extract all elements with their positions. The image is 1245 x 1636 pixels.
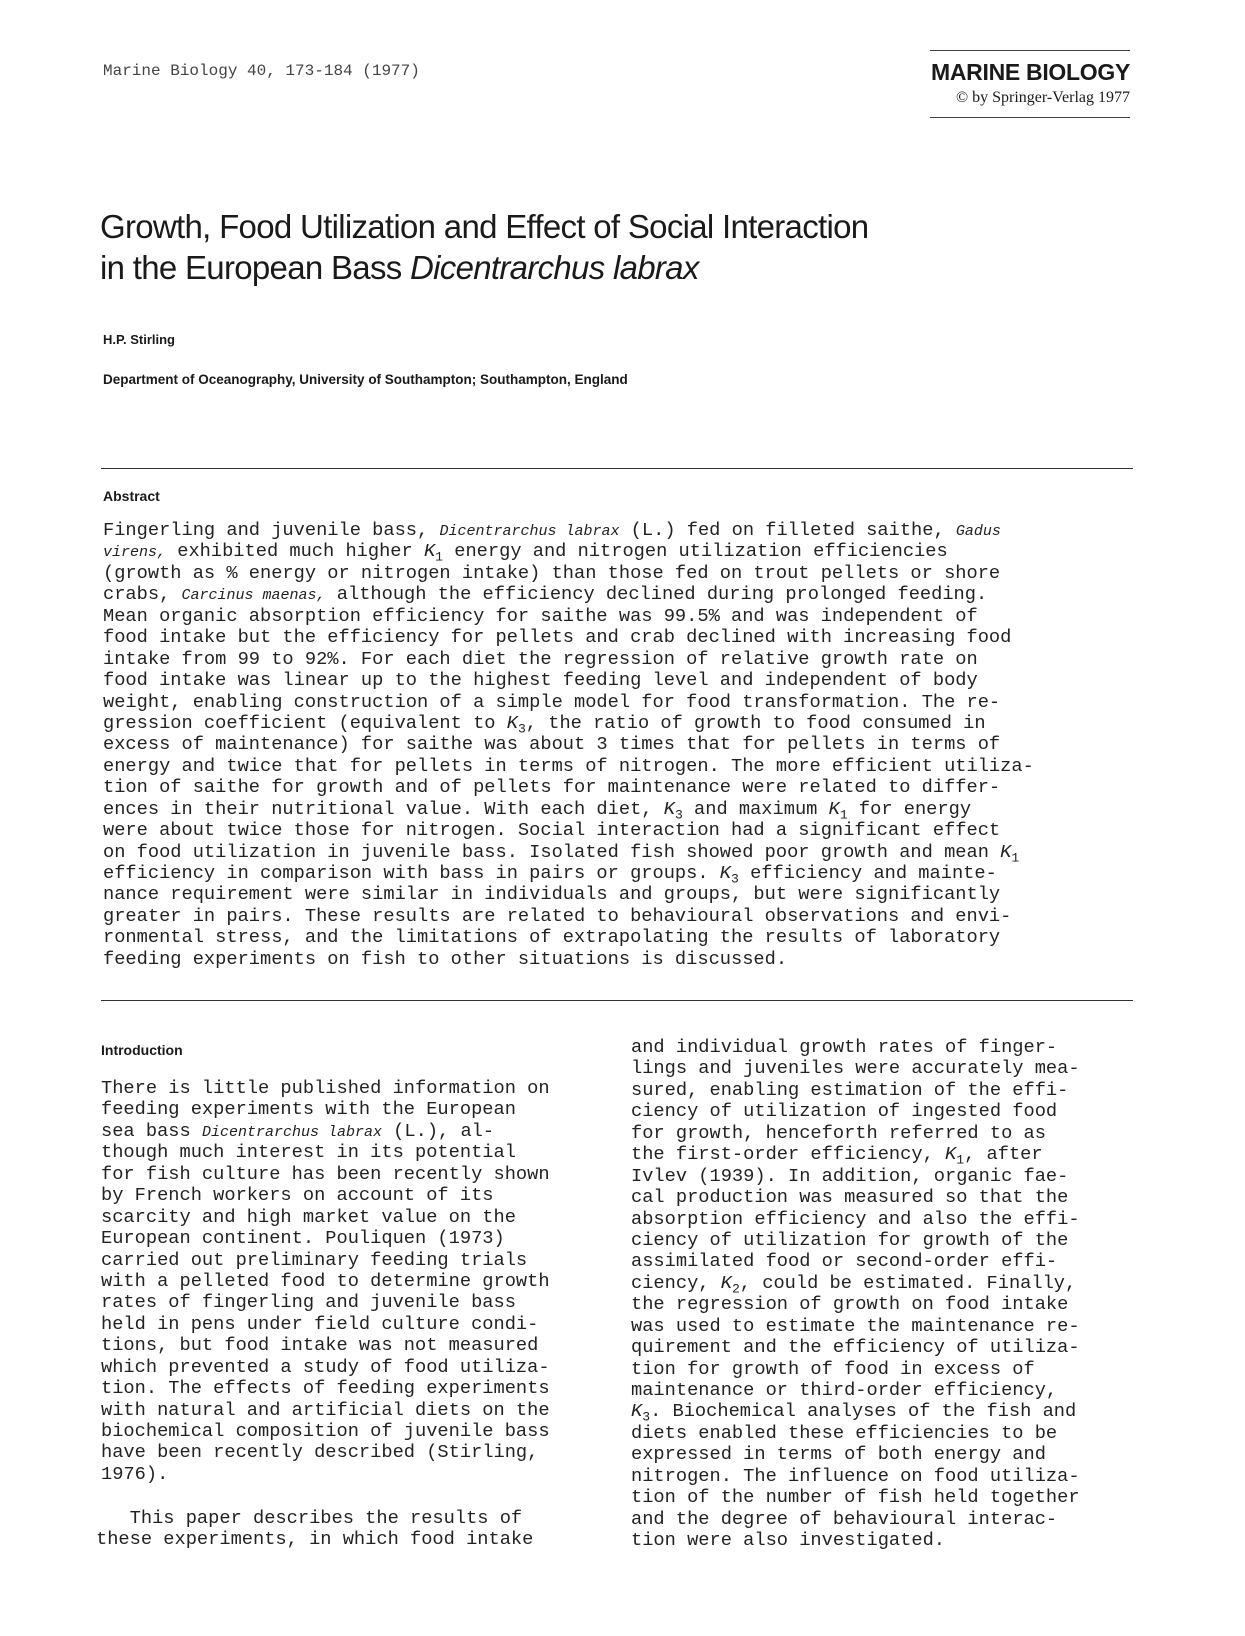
- citation-line: Marine Biology 40, 173-184 (1977): [103, 62, 420, 80]
- text-line: weight, enabling construction of a simple model for food transformation. The re-: [103, 690, 1001, 713]
- text-line: maintenance or third-order efficiency,: [631, 1379, 1058, 1401]
- text-line: tions, but food intake was not measured: [101, 1334, 539, 1357]
- masthead-rule-top: [930, 50, 1130, 51]
- text-line: ronmental stress, and the limitations of extrapolating the results of laboratory: [103, 926, 1001, 949]
- italic-species: Carcinus maenas,: [181, 587, 326, 605]
- efficiency-symbol: $K_3$: [506, 711, 526, 737]
- text-line: tion of the number of fish held together: [631, 1486, 1080, 1509]
- text-line: carried out preliminary feeding trials: [101, 1248, 528, 1271]
- text-line: quirement and the efficiency of utiliza-: [631, 1336, 1080, 1359]
- text-line: and the degree of behavioural interac-: [631, 1507, 1058, 1530]
- italic-species: Dicentrarchus labrax: [439, 523, 620, 540]
- text-line: intake from 99 to 92%. For each diet the regression of relative growth rate on: [103, 647, 978, 670]
- title-line-1: Growth, Food Utilization and Effect of Social Interaction: [100, 208, 869, 245]
- text-line: crabs, Carcinus maenas, although the efficiency declined during prolonged feeding.: [103, 583, 988, 606]
- text-line: were about twice those for nitrogen. Social interaction had a significant effect: [103, 819, 1001, 842]
- masthead-rule-bottom: [930, 117, 1130, 118]
- abstract-text: [103, 520, 1163, 970]
- text-line: (growth as % energy or nitrogen intake) than those fed on trout pellets or shore: [103, 561, 1001, 584]
- introduction-column-1-paragraph-2: [96, 1508, 616, 1551]
- text-line: ciency, $K_2$, could be estimated. Finally,: [631, 1271, 1077, 1297]
- text-line: for fish culture has been recently shown: [101, 1162, 550, 1185]
- title-line-2: [100, 247, 1080, 288]
- text-line: sea bass Dicentrarchus labrax (L.), al-: [101, 1119, 495, 1142]
- text-line: ciency of utilization for growth of the: [631, 1228, 1069, 1251]
- text-line: the regression of growth on food intake: [631, 1293, 1069, 1316]
- italic-species: virens,: [103, 544, 167, 562]
- text-line: though much interest in its potential: [101, 1141, 516, 1164]
- introduction-column-1-paragraph-1: [101, 1078, 621, 1485]
- italic-species: Gadus: [955, 523, 1001, 540]
- text-line: for growth, henceforth referred to as: [631, 1121, 1046, 1144]
- text-line: assimilated food or second-order effi-: [631, 1250, 1058, 1273]
- text-line: There is little published information on: [101, 1077, 550, 1099]
- author-affiliation: Department of Oceanography, University of Southampton; Southampton, England: [103, 372, 628, 387]
- text-line: on food utilization in juvenile bass. Isolated fish showed poor growth and mean $K_1$: [103, 840, 1020, 866]
- text-line: excess of maintenance) for saithe was about 3 times that for pellets in terms of: [103, 733, 1001, 756]
- text-line: ences in their nutritional value. With each diet, $K_3$ and maximum $K_1$ for energy: [103, 797, 972, 823]
- title-species: Dicentrarchus labrax: [410, 249, 699, 286]
- text-line: these experiments, in which food intake: [96, 1528, 534, 1551]
- text-line: energy and twice that for pellets in terms of nitrogen. The more efficient utiliza-: [103, 754, 1034, 777]
- introduction-heading: Introduction: [101, 1042, 183, 1058]
- abstract-rule-bottom: [101, 1000, 1133, 1001]
- text-line: efficiency in comparison with bass in pairs or groups. $K_3$ efficiency and mainte-: [103, 862, 997, 887]
- text-line: nitrogen. The influence on food utiliza-: [631, 1464, 1080, 1487]
- efficiency-symbol: $K_3$: [719, 862, 739, 887]
- text-line: tion for growth of food in excess of: [631, 1357, 1035, 1380]
- text-line: held in pens under field culture condi-: [101, 1312, 539, 1335]
- text-line: greater in pairs. These results are related to behavioural observations and envi-: [103, 904, 1012, 927]
- journal-masthead: [930, 50, 1130, 118]
- copyright-notice: © by Springer-Verlag 1977: [955, 89, 1130, 106]
- efficiency-symbol: $K_3$: [663, 797, 683, 823]
- efficiency-symbol: $K_1$: [828, 797, 848, 823]
- text-line: rates of fingerling and juvenile bass: [101, 1291, 516, 1314]
- introduction-column-2: [631, 1037, 1151, 1552]
- efficiency-symbol: $K_1$: [423, 540, 444, 566]
- text-line: with natural and artificial diets on the: [101, 1398, 550, 1421]
- text-line: feeding experiments on fish to other situations is discussed.: [103, 947, 788, 970]
- text-line: by French workers on account of its: [101, 1184, 494, 1207]
- efficiency-symbol: $K_1$: [1000, 840, 1020, 866]
- text-line: with a pelleted food to determine growth: [101, 1269, 550, 1292]
- text-line: tion of saithe for growth and of pellets for maintenance were related to differ-: [103, 776, 1001, 799]
- text-line: $K_3$. Biochemical analyses of the fish and: [631, 1400, 1077, 1426]
- title-prefix: in the European Bass: [100, 249, 411, 286]
- text-line: and individual growth rates of finger-: [631, 1036, 1058, 1058]
- text-line: European continent. Pouliquen (1973): [101, 1227, 505, 1250]
- text-line: Fingerling and juvenile bass, Dicentrarchus labrax (L.) fed on filleted saithe, Gadus: [103, 519, 1001, 541]
- text-line: the first-order efficiency, $K_1$, after: [631, 1143, 1043, 1168]
- abstract-rule-top: [101, 468, 1133, 469]
- text-line: 1976).: [101, 1462, 169, 1485]
- text-line: Ivlev (1939). In addition, organic fae-: [631, 1164, 1069, 1187]
- text-line: feeding experiments with the European: [101, 1098, 516, 1121]
- text-line: absorption efficiency and also the effi-: [631, 1207, 1080, 1230]
- abstract-heading: Abstract: [103, 488, 160, 504]
- article-title: [100, 206, 1080, 288]
- text-line: food intake but the efficiency for pellets and crab declined with increasing food: [103, 626, 1012, 649]
- text-line: cal production was measured so that the: [631, 1186, 1069, 1209]
- text-line: sured, enabling estimation of the effi-: [631, 1078, 1069, 1101]
- text-line: Mean organic absorption efficiency for saithe was 99.5% and was independent of: [103, 604, 978, 627]
- text-line: biochemical composition of juvenile bass: [101, 1420, 550, 1442]
- text-line: was used to estimate the maintenance re-: [631, 1314, 1080, 1337]
- efficiency-symbol: $K_3$: [631, 1400, 651, 1426]
- text-line: This paper describes the results of: [96, 1507, 523, 1529]
- efficiency-symbol: $K_1$: [945, 1143, 965, 1168]
- text-line: tion. The effects of feeding experiments: [101, 1377, 550, 1400]
- efficiency-symbol: $K_2$: [720, 1271, 740, 1297]
- text-line: virens, exhibited much higher $K_1$ energy and nitrogen utilization efficiencies: [103, 540, 948, 566]
- text-line: scarcity and high market value on the: [101, 1205, 516, 1228]
- author-name: H.P. Stirling: [103, 332, 175, 347]
- journal-name: MARINE BIOLOGY: [931, 59, 1130, 85]
- text-line: lings and juveniles were accurately mea-: [631, 1057, 1080, 1080]
- text-line: have been recently described (Stirling,: [101, 1441, 539, 1464]
- text-line: ciency of utilization of ingested food: [631, 1100, 1058, 1123]
- text-line: diets enabled these efficiencies to be: [631, 1421, 1058, 1444]
- italic-species: Dicentrarchus labrax: [201, 1123, 382, 1141]
- text-line: tion were also investigated.: [631, 1529, 946, 1552]
- text-line: gression coefficient (equivalent to $K_3$, the ratio of growth to food consumed in: [103, 711, 986, 737]
- text-line: which prevented a study of food utiliza-: [101, 1355, 550, 1378]
- text-line: food intake was linear up to the highest feeding level and independent of body: [103, 669, 978, 692]
- text-line: expressed in terms of both energy and: [631, 1443, 1046, 1466]
- text-line: nance requirement were similar in individuals and groups, but were significantly: [103, 883, 1001, 906]
